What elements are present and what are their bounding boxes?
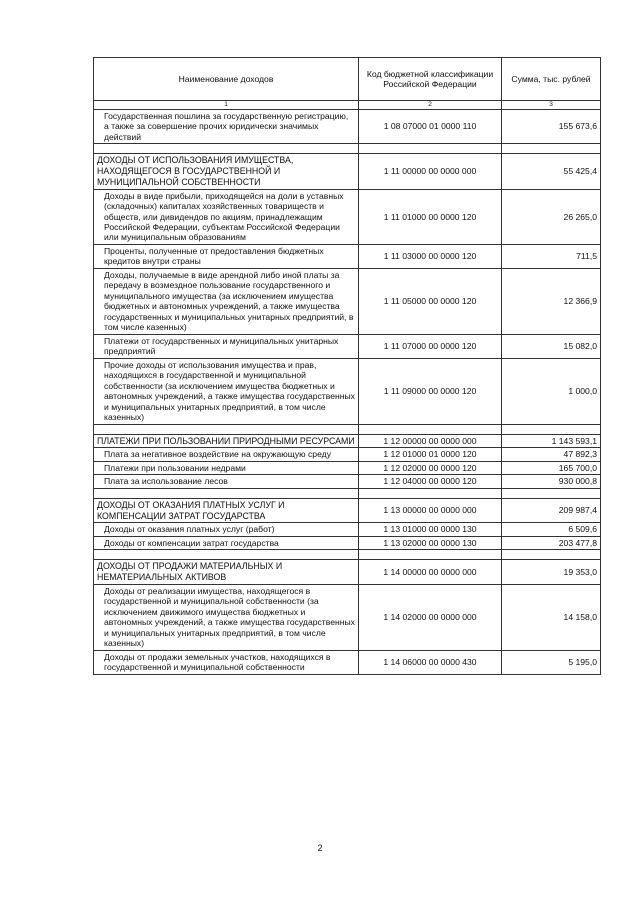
spacer-row xyxy=(94,424,601,434)
spacer-cell xyxy=(359,424,502,434)
spacer-cell xyxy=(502,550,601,560)
spacer-cell xyxy=(359,550,502,560)
revenue-sum: 26 265,0 xyxy=(502,189,601,244)
column-number: 1 xyxy=(94,101,359,110)
table-row xyxy=(94,448,601,461)
revenue-sum: 209 987,4 xyxy=(502,498,601,522)
revenue-sum: 711,5 xyxy=(502,244,601,268)
revenue-name: Платежи от государственных и муниципальных унитарных предприятий xyxy=(94,334,359,358)
revenue-sum: 47 892,3 xyxy=(502,448,601,461)
budget-code: 1 11 03000 00 0000 120 xyxy=(359,244,502,268)
spacer-cell xyxy=(94,488,359,498)
spacer-row xyxy=(94,488,601,498)
group-row xyxy=(94,498,601,522)
column-number: 2 xyxy=(359,101,502,110)
header-name: Наименование доходов xyxy=(94,58,359,101)
budget-code: 1 11 07000 00 0000 120 xyxy=(359,334,502,358)
revenue-name: Доходы от оказания платных услуг (работ) xyxy=(94,523,359,536)
budget-code: 1 13 02000 00 0000 130 xyxy=(359,536,502,549)
budget-code: 1 13 01000 00 0000 130 xyxy=(359,523,502,536)
revenue-sum: 1 143 593,1 xyxy=(502,434,601,448)
revenue-name: Плата за негативное воздействие на окружающую среду xyxy=(94,448,359,461)
spacer-cell xyxy=(94,144,359,154)
budget-code: 1 11 05000 00 0000 120 xyxy=(359,268,502,334)
revenue-name: Государственная пошлина за государственную регистрацию, а также за совершение прочих юридически значимых действий xyxy=(94,109,359,143)
spacer-row xyxy=(94,550,601,560)
revenue-sum: 15 082,0 xyxy=(502,334,601,358)
table-header-row xyxy=(94,58,601,101)
budget-code: 1 11 00000 00 0000 000 xyxy=(359,154,502,189)
budget-code: 1 14 02000 00 0000 000 xyxy=(359,584,502,650)
group-row xyxy=(94,154,601,189)
spacer-cell xyxy=(502,144,601,154)
table-row xyxy=(94,584,601,650)
revenue-name: Платежи при пользовании недрами xyxy=(94,461,359,474)
spacer-cell xyxy=(502,488,601,498)
revenue-name: Доходы от продажи земельных участков, находящихся в государственной и муниципальной собственности xyxy=(94,650,359,674)
revenue-name: ДОХОДЫ ОТ ПРОДАЖИ МАТЕРИАЛЬНЫХ И НЕМАТЕРИАЛЬНЫХ АКТИВОВ xyxy=(94,560,359,584)
budget-code: 1 12 01000 01 0000 120 xyxy=(359,448,502,461)
spacer-cell xyxy=(359,488,502,498)
budget-code: 1 08 07000 01 0000 110 xyxy=(359,109,502,143)
budget-code: 1 14 06000 00 0000 430 xyxy=(359,650,502,674)
revenue-name: ДОХОДЫ ОТ ИСПОЛЬЗОВАНИЯ ИМУЩЕСТВА, НАХОДЯЩЕГОСЯ В ГОСУДАРСТВЕННОЙ И МУНИЦИПАЛЬНОЙ СОБСТВЕННОСТИ xyxy=(94,154,359,189)
table-row xyxy=(94,109,601,143)
revenue-name: Прочие доходы от использования имущества и прав, находящихся в государственной и муниципальной собственности (за исключением имущества бюджетных и автономных учреждений, а также имущества государственных и муниципальных унитарных предприятий, в том числе казенных) xyxy=(94,358,359,424)
revenue-name: Доходы, получаемые в виде арендной либо иной платы за передачу в возмездное пользование государственного и муниципального имущества (за исключением имущества бюджетных и автономных учреждений, а также имущества государственных и муниципальных унитарных предприятий, в том числе казенных) xyxy=(94,268,359,334)
revenue-name: Плата за использование лесов xyxy=(94,475,359,488)
revenue-name: Проценты, полученные от предоставления бюджетных кредитов внутри страны xyxy=(94,244,359,268)
revenue-sum: 203 477,8 xyxy=(502,536,601,549)
table-row xyxy=(94,358,601,424)
revenue-sum: 12 366,9 xyxy=(502,268,601,334)
table-row xyxy=(94,536,601,549)
page-number: 2 xyxy=(317,843,323,853)
spacer-cell xyxy=(359,144,502,154)
budget-code: 1 12 00000 00 0000 000 xyxy=(359,434,502,448)
spacer-cell xyxy=(94,550,359,560)
column-number-row xyxy=(94,101,601,110)
spacer-cell xyxy=(94,424,359,434)
budget-code: 1 12 02000 00 0000 120 xyxy=(359,461,502,474)
group-row xyxy=(94,560,601,584)
budget-code: 1 14 00000 00 0000 000 xyxy=(359,560,502,584)
revenue-name: Доходы от реализации имущества, находящегося в государственной и муниципальной собственности (за исключением движимого имущества бюджетных и автономных учреждений, а также имущества государственных и муниципальных унитарных предприятий, в том числе казенных) xyxy=(94,584,359,650)
revenue-sum: 1 000,0 xyxy=(502,358,601,424)
table-row xyxy=(94,650,601,674)
budget-code: 1 12 04000 00 0000 120 xyxy=(359,475,502,488)
header-sum: Сумма, тыс. рублей xyxy=(502,58,601,101)
budget-code: 1 11 09000 00 0000 120 xyxy=(359,358,502,424)
revenue-sum: 19 353,0 xyxy=(502,560,601,584)
group-row xyxy=(94,434,601,448)
revenue-sum: 930 000,8 xyxy=(502,475,601,488)
table-row xyxy=(94,475,601,488)
table-body xyxy=(94,109,601,674)
budget-code: 1 11 01000 00 0000 120 xyxy=(359,189,502,244)
spacer-cell xyxy=(502,424,601,434)
revenue-sum: 55 425,4 xyxy=(502,154,601,189)
revenue-table xyxy=(93,57,601,675)
table-row xyxy=(94,189,601,244)
revenue-name: Доходы в виде прибыли, приходящейся на доли в уставных (складочных) капиталах хозяйственных товариществ и обществ, или дивидендов по акциям, принадлежащим Российской Федерации, субъектам Российской Федерации или муниципальным образованиям xyxy=(94,189,359,244)
table-row xyxy=(94,244,601,268)
revenue-sum: 14 158,0 xyxy=(502,584,601,650)
budget-code: 1 13 00000 00 0000 000 xyxy=(359,498,502,522)
revenue-name: Доходы от компенсации затрат государства xyxy=(94,536,359,549)
table-row xyxy=(94,523,601,536)
revenue-sum: 155 673,6 xyxy=(502,109,601,143)
table-row xyxy=(94,268,601,334)
table-row xyxy=(94,334,601,358)
spacer-row xyxy=(94,144,601,154)
revenue-sum: 6 509,6 xyxy=(502,523,601,536)
revenue-name: ПЛАТЕЖИ ПРИ ПОЛЬЗОВАНИИ ПРИРОДНЫМИ РЕСУРСАМИ xyxy=(94,434,359,448)
revenue-sum: 165 700,0 xyxy=(502,461,601,474)
revenue-sum: 5 195,0 xyxy=(502,650,601,674)
revenue-name: ДОХОДЫ ОТ ОКАЗАНИЯ ПЛАТНЫХ УСЛУГ И КОМПЕНСАЦИИ ЗАТРАТ ГОСУДАРСТВА xyxy=(94,498,359,522)
column-number: 3 xyxy=(502,101,601,110)
table-row xyxy=(94,461,601,474)
header-code: Код бюджетной классификации Российской Федерации xyxy=(359,58,502,101)
